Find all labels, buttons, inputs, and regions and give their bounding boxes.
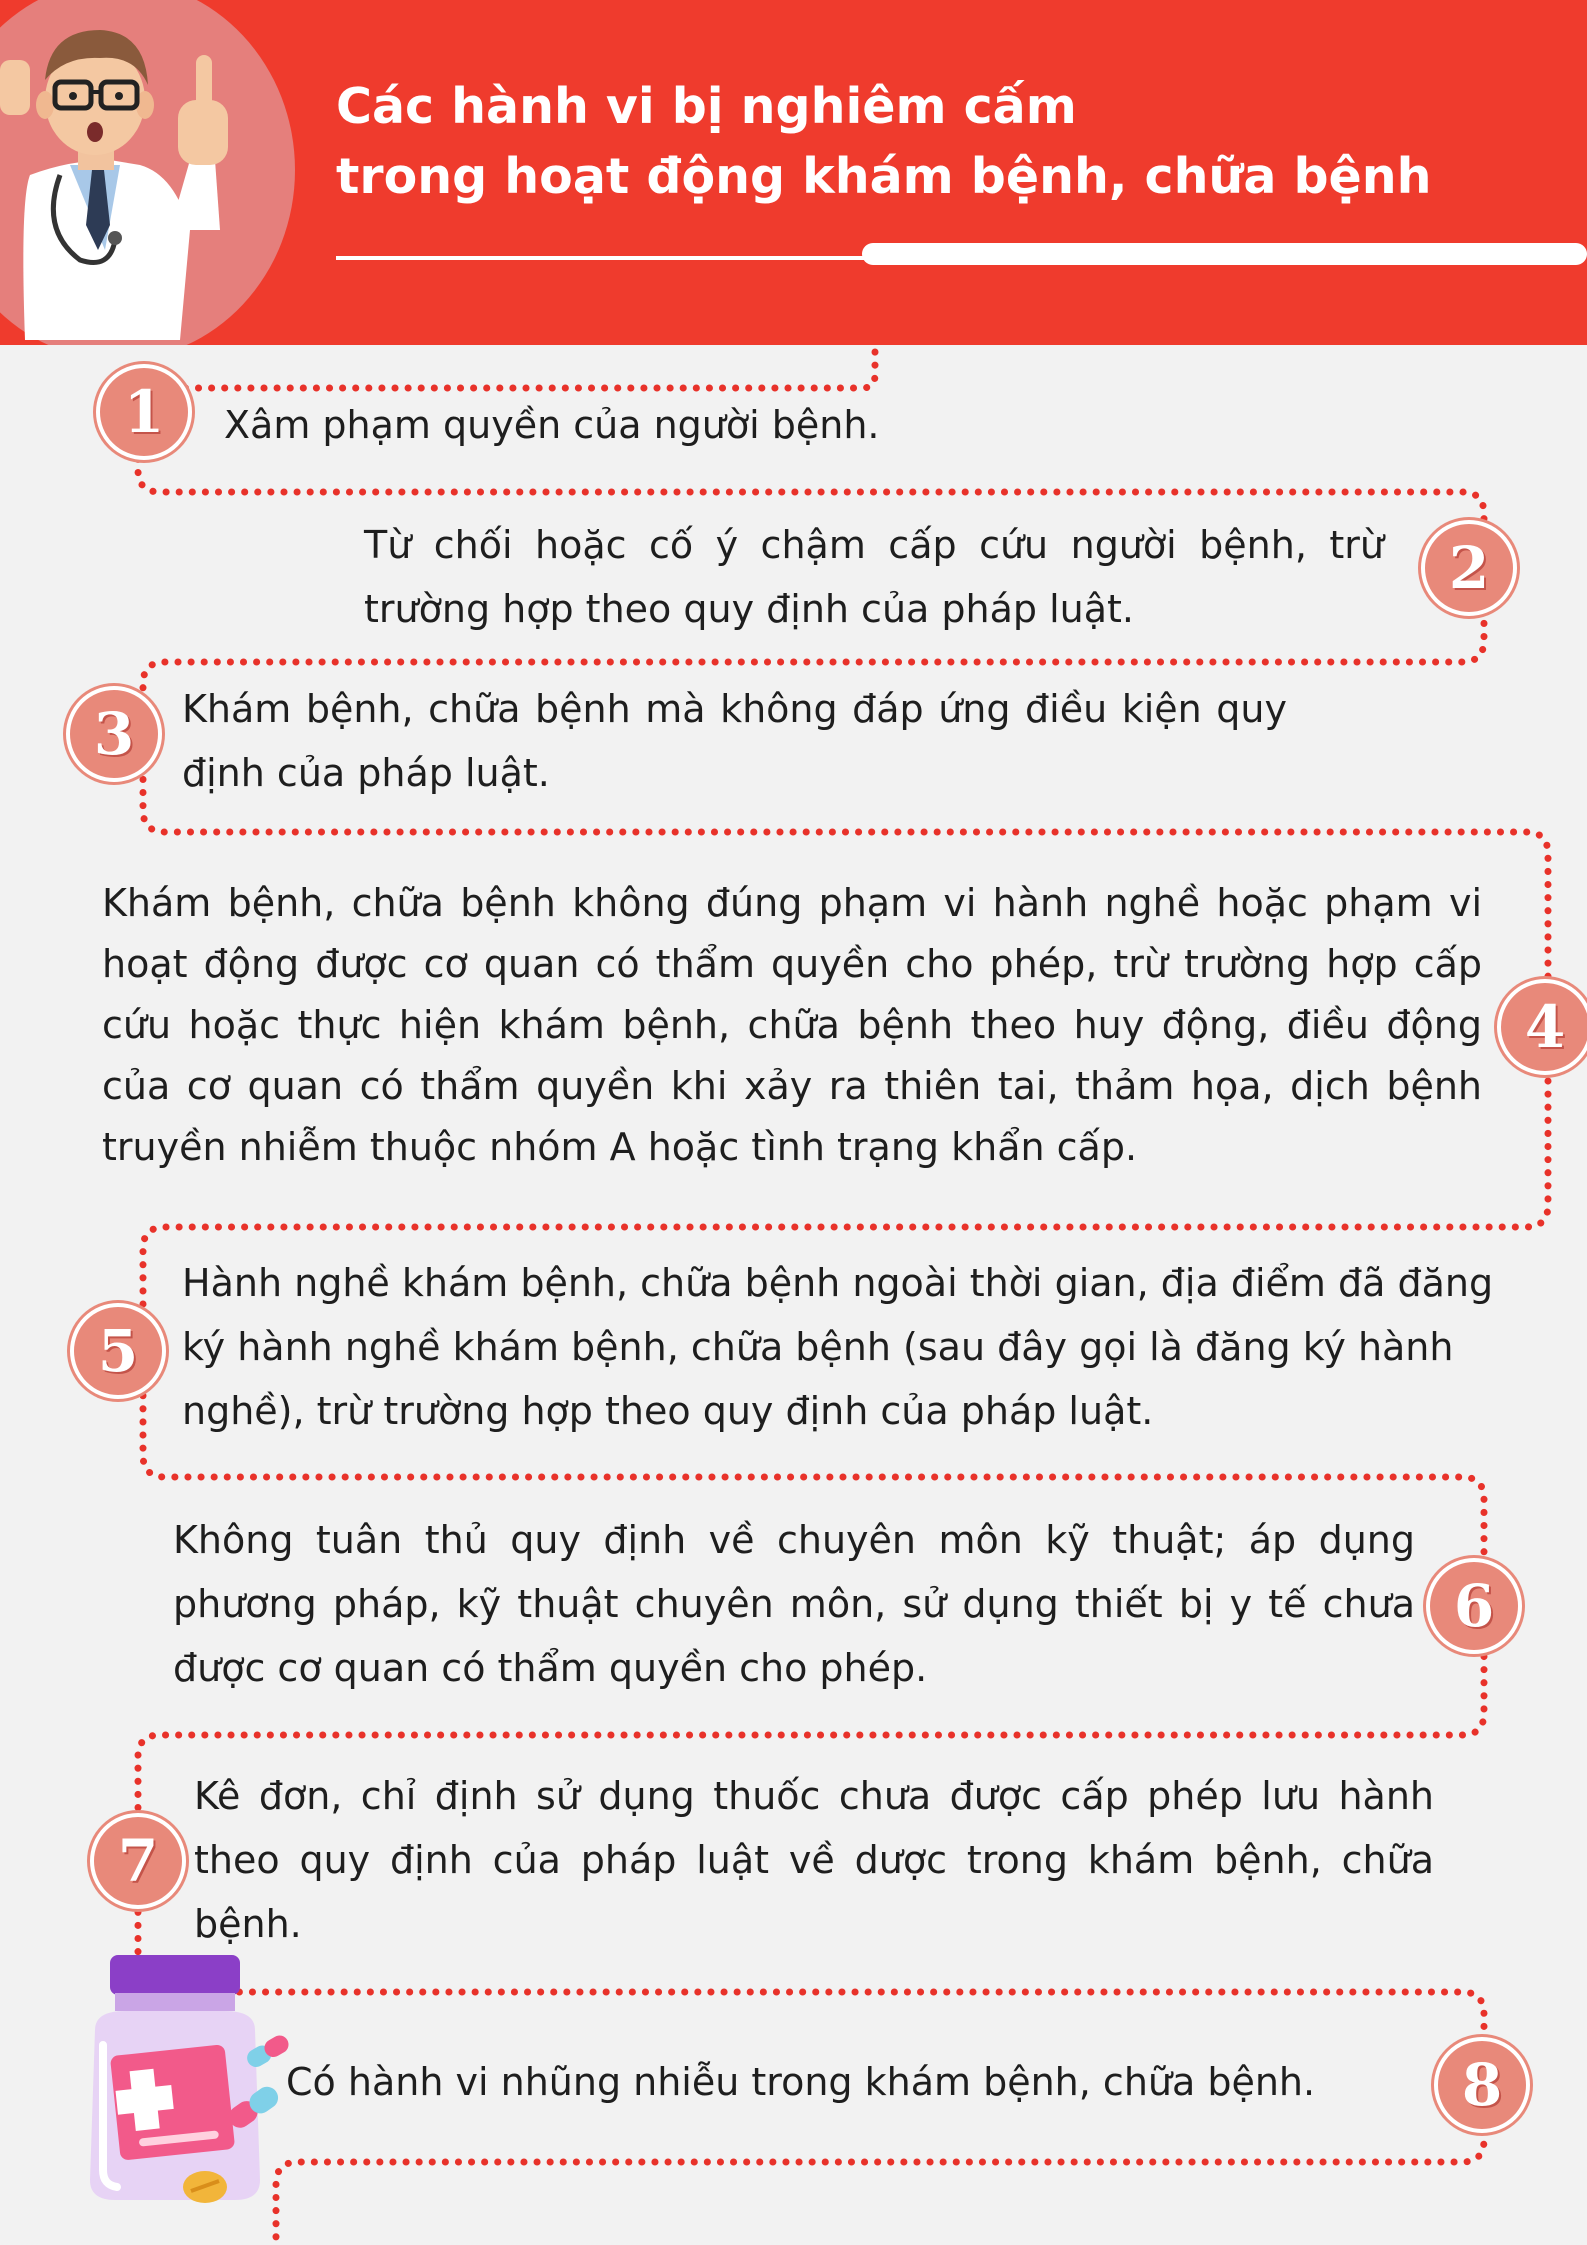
item-8-text: Có hành vi nhũng nhiễu trong khám bệnh, chữa bệnh. <box>286 2060 1316 2104</box>
medicine-bottle-icon <box>55 1955 295 2215</box>
badge-number-5: 5 <box>70 1303 166 1399</box>
item-3-text: Khám bệnh, chữa bệnh mà không đáp ứng điều kiện quy định của pháp luật. <box>182 687 1287 795</box>
badge-number-2: 2 <box>1421 520 1517 616</box>
badge-number-4: 4 <box>1497 979 1587 1075</box>
item-4-text: Khám bệnh, chữa bệnh không đúng phạm vi hành nghề hoặc phạm vi hoạt động được cơ quan có thẩm quyền cho phép, trừ trường hợp cấp cứu hoặc thực hiện khám bệnh, chữa bệnh theo huy động, điều động của cơ quan có thẩm quyền khi xảy ra thiên tai, thảm họa, dịch bệnh truyền nhiễm thuộc nhóm A hoặc tình trạng khẩn cấp. <box>102 881 1482 1169</box>
badge-number-6: 6 <box>1426 1558 1522 1654</box>
item-6-text: Không tuân thủ quy định về chuyên môn kỹ thuật; áp dụng phương pháp, kỹ thuật chuyên môn, sử dụng thiết bị y tế chưa được cơ quan có thẩm quyền cho phép. <box>173 1518 1415 1690</box>
badge-number-8: 8 <box>1434 2037 1530 2133</box>
item-1-text: Xâm phạm quyền của người bệnh. <box>224 403 880 447</box>
item-2-text: Từ chối hoặc cố ý chậm cấp cứu người bệnh, trừ trường hợp theo quy định của pháp luật. <box>364 523 1384 631</box>
badge-number-1: 1 <box>96 364 192 460</box>
badge-number-3: 3 <box>66 686 162 782</box>
item-5-text: Hành nghề khám bệnh, chữa bệnh ngoài thời gian, địa điểm đã đăng ký hành nghề khám bệnh, chữa bệnh (sau đây gọi là đăng ký hành nghề), trừ trường hợp theo quy định của pháp luật. <box>182 1261 1494 1433</box>
title-line-2: trong hoạt động khám bệnh, chữa bệnh <box>336 148 1432 205</box>
item-7-text: Kê đơn, chỉ định sử dụng thuốc chưa được cấp phép lưu hành theo quy định của pháp luật về dược trong khám bệnh, chữa bệnh. <box>194 1774 1434 1946</box>
badge-number-7: 7 <box>90 1813 186 1909</box>
title-line-1: Các hành vi bị nghiêm cấm <box>336 78 1077 135</box>
